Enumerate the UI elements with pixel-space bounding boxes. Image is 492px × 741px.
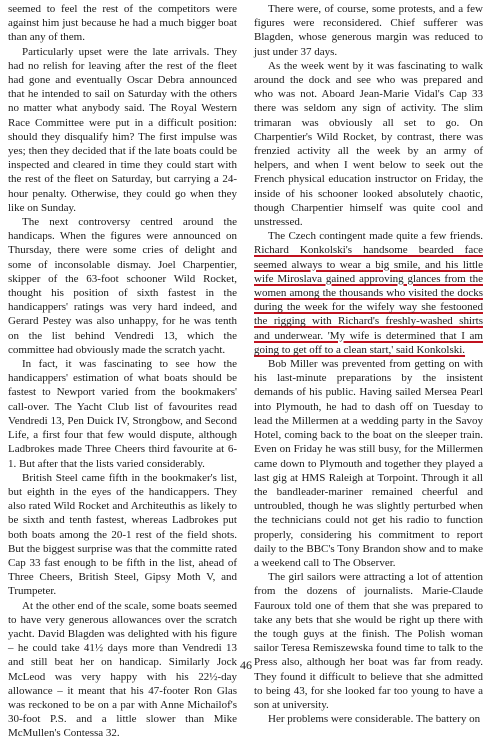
left-column bbox=[8, 2, 237, 741]
paragraph: Bob Miller was prevented from getting on with his last-minute preparations by the insistent demands of his public. Having sailed Mersea Pearl into Plymouth, he had to dash off on Tuesday to lead the Millermen at a wedding party in the Savoy Hotel, coming back to the boat on the sleeper train. Even on Friday he was still busy, for the Millermen came down to Plymouth and together they played a last gig at HMS Raleigh at Torpoint. Through it all the bandleader-mariner remained cheerful and untroubled, though he was slightly perturbed when the technicians could not get his radio to function properly, considering his commitment to report daily to the BBC's Tony Brandon show and to make a weekend call to The Observer. bbox=[254, 358, 483, 569]
paragraph: There were, of course, some protests, and a few figures were reconsidered. Chief sufferer was Blagden, whose generous margin was reduced to just under 37 days. bbox=[254, 3, 483, 58]
paragraph: The next controversy centred around the handicaps. When the figures were announced on Thursday, there were some cries of delight and some of inconsolable dismay. Joel Charpentier, skipper of the 63-foot schooner Wild Rocket, thought his position of sixth fastest in the handicappers' ratings was very hard indeed, and Gerard Pestey was also unhappy, for he was tenth on the list behind Vendredi 13, which the committee had obviously made the scratch yacht. bbox=[8, 216, 237, 356]
paragraph: In fact, it was fascinating to see how the handicappers' estimation of what boats should be fastest to Newport varied from the bookmakers' call-over. The Yacht Club list of favourites read Vendredi 13, Pen Duick IV, Strongbow, and Second Life, a first four that few would dispute, although Ladbrokes made Three Cheers third favourite at 6-1. But after that the lists varied considerably. bbox=[8, 358, 237, 470]
page-number: 46 bbox=[240, 658, 252, 672]
right-column bbox=[254, 2, 483, 726]
paragraph-lead-text: The Czech contingent made quite a few friends. bbox=[268, 230, 483, 243]
paragraph: Her problems were considerable. The battery on bbox=[268, 713, 481, 726]
paragraph-czech-contingent bbox=[254, 229, 483, 357]
paragraph: As the week went by it was fascinating to walk around the dock and see who was prepared and who was not. Aboard Jean-Marie Vidal's Cap 33 there was seldom any sign of activity. The slim trimaran was obviously all set to go. On Charpentier's Wild Rocket, by contrast, there was frenzied activity all the week by an army of helpers, and when I went below to seek out the French physical education instructor on Friday, the inside of his schooner looked absolutely chaotic, though Charpentier himself was quite cool and unstressed. bbox=[254, 59, 483, 229]
paragraph: At the other end of the scale, some boats seemed to have very generous allowances over the scratch yacht. David Blagden was delighted with his figure – he could take 41½ days more than Vendredi 13 and still beat her on handicap. Similarly Jock McLeod was very happy with his 22½-day allowance – it meant that his 47-footer Ron Glas was reckoned to be on a par with Anne Michailof's 30-foot P.S. and a little slower than Mike McMullen's Contessa 32. bbox=[8, 599, 237, 740]
underlined-passage: Richard Konkolski's handsome bearded face seemed always to wear a big smile, and his little wife Miroslava gained approving glances from the women among the thousands who visited the docks during the week for the wifely way she festooned the rigging with Richard's freshly-washed shirts and underwear. 'My wife is determined that I am going to get off to a clean start,' said Konkolski. bbox=[254, 244, 483, 356]
paragraph: British Steel came fifth in the bookmaker's list, but eighth in the eyes of the handicappers. They also rated Wild Rocket and Architeuthis as likely to be sixth and tenth fastest, whereas Ladbrokes put both boats among the 20-1 rest of the field shots. But the biggest surprise was that the committe rated Cap 33 fast enough to be fifth in the list, ahead of Three Cheers, British Steel, Gipsy Moth V, and Trumpeter. bbox=[8, 471, 237, 598]
paragraph: Particularly upset were the late arrivals. They had no relish for leaving after the rest of the fleet had gone and eventually Oscar Debra announced that he intended to sail on Saturday with the others no matter what anybody said. The Royal Western Race Committee were put in a difficult position: should they disqualify him? The first impulse was yes; then they decided that if the late boats could be inspected and cleared in time they could start with the rest of the fleet on Saturday, but carrying a 24-hour penalty. Otherwise, they could go when they like on Sunday. bbox=[8, 45, 237, 214]
paragraph: seemed to feel the rest of the competitors were against him just because he had a much bigger boat than any of them. bbox=[8, 3, 237, 44]
paragraph: The girl sailors were attracting a lot of attention from the dozens of journalists. Marie-Claude Fauroux told one of them that she was prepared to take any bets that she would be right up there with the tough guys at the finish. The Polish woman sailor Teresa Remiszewska found time to talk to the Press also, although her boat was far from ready. They found it difficult to believe that she admitted to being 43, for she looked far too young to have a son at university. bbox=[254, 571, 483, 711]
